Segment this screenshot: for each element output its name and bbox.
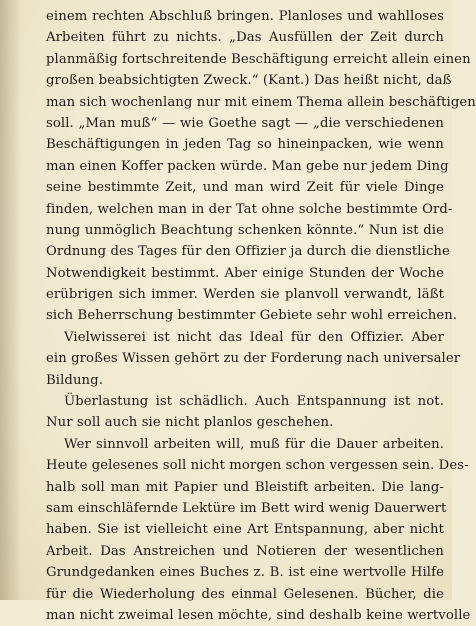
body-text: [46, 6, 476, 626]
paragraph-first-line: Vielwisserei ist nicht das Ideal für den Offizier. Aber: [64, 329, 444, 345]
text-line: nung unmöglich Beachtung schenken könnte.“ Nun ist die: [46, 222, 444, 238]
text-line: großen beabsichtigten Zweck.“ (Kant.) Das heißt nicht, daß: [46, 73, 452, 89]
text-line: ein großes Wissen gehört zu der Forderung nach universaler: [46, 351, 461, 367]
text-line: sam einschläfernde Lektüre im Bett wird wenig Dauerwert: [46, 500, 447, 516]
text-line: soll. „Man muß“ — wie Goethe sagt — „die verschiedenen: [46, 115, 444, 131]
spine-shadow: [0, 0, 22, 600]
text-line: erübrigen sich immer. Werden sie planvoll verwandt, läßt: [46, 287, 444, 303]
text-line: planmäßig fortschreitende Beschäftigung erreicht allein einen: [46, 51, 471, 67]
text-line: Grundgedanken eines Buches z. B. ist eine wertvolle Hilfe: [46, 565, 444, 581]
text-line: Beschäftigungen in jeden Tag so hineinpacken, wie wenn: [46, 137, 444, 153]
text-line: man einen Koffer packen würde. Man gebe nur jedem Ding: [46, 158, 449, 174]
text-line: finden, welchen man in der Tat ohne solche bestimmte Ord-: [46, 201, 453, 217]
text-line: man sich wochenlang nur mit einem Thema allein beschäftigen: [46, 94, 476, 110]
text-line: einem rechten Abschluß bringen. Planloses und wahlloses: [46, 9, 444, 24]
text-line: Ordnung des Tages für den Offizier ja durch die dienstliche: [46, 244, 450, 260]
text-line: Arbeiten führt zu nichts. „Das Ausfüllen der Zeit durch: [46, 30, 444, 46]
text-line: sich Beherrschung bestimmter Gebiete sehr wohl erreichen.: [46, 308, 458, 324]
text-line: Heute gelesenes soll nicht morgen schon vergessen sein. Des-: [46, 458, 469, 474]
text-line: Notwendigkeit bestimmt. Aber einige Stunden der Woche: [46, 265, 444, 281]
text-line: Bildung.: [46, 372, 103, 388]
text-line: halb soll man mit Papier und Bleistift arbeiten. Die lang-: [46, 479, 444, 495]
text-line: haben. Sie ist vielleicht eine Art Entspannung, aber nicht: [46, 522, 444, 538]
paragraph-first-line: Überlastung ist schädlich. Auch Entspannung ist not.: [64, 394, 444, 410]
paragraph-first-line: Wer sinnvoll arbeiten will, muß für die Dauer arbeiten.: [64, 436, 444, 452]
text-line: seine bestimmte Zeit, und man wird Zeit für viele Dinge: [46, 180, 444, 196]
text-line: man nicht zweimal lesen möchte, sind deshalb keine wertvolle: [46, 607, 471, 623]
text-line: Arbeit. Das Anstreichen und Notieren der wesentlichen: [46, 543, 444, 559]
text-line: Nur soll auch sie nicht planlos geschehen.: [46, 415, 334, 431]
text-line: für die Wiederholung des einmal Gelesenen. Bücher, die: [46, 586, 444, 602]
